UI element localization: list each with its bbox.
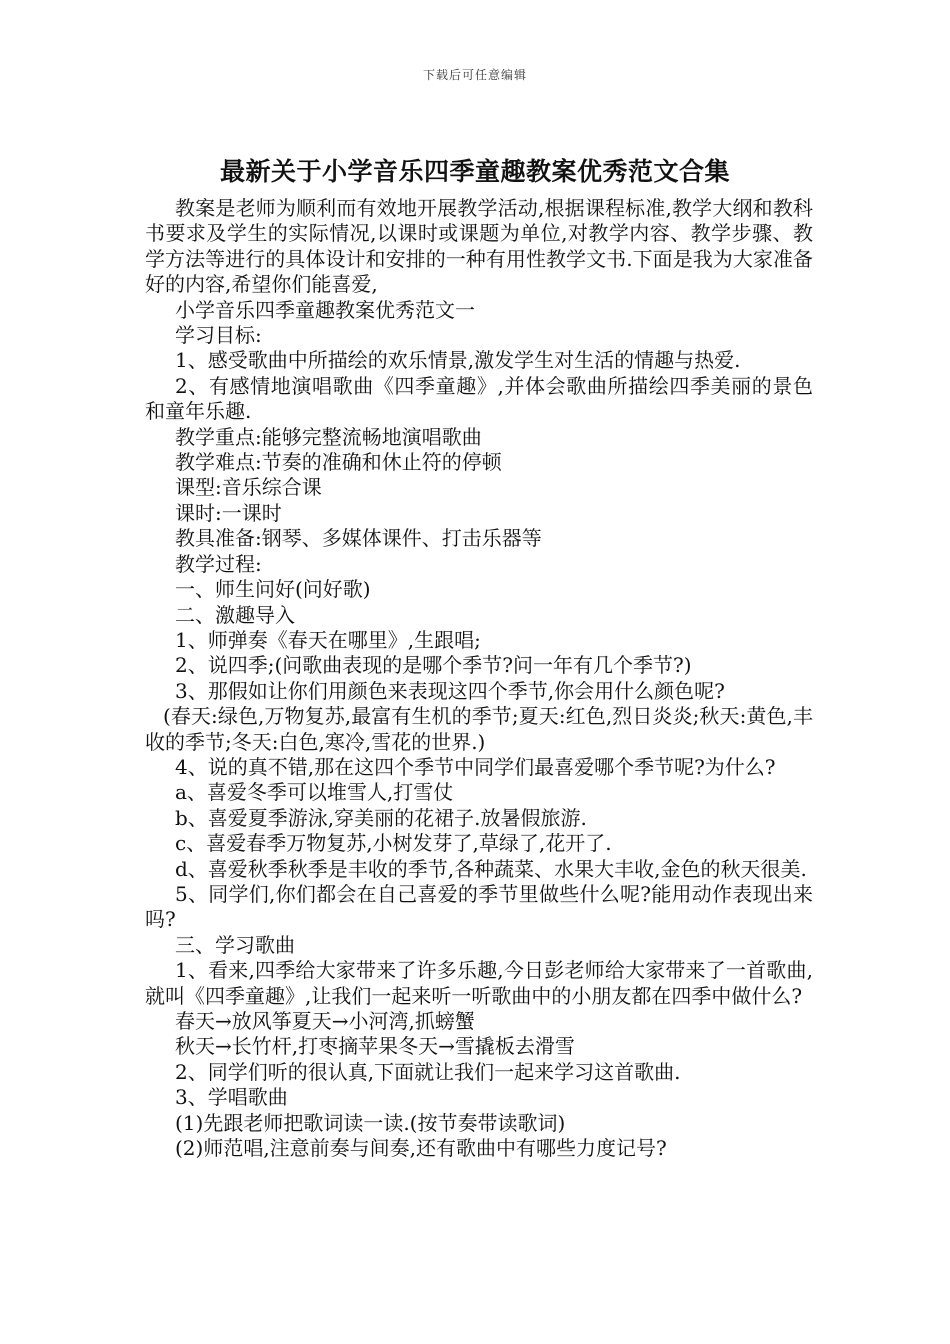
paragraph: 3、那假如让你们用颜色来表现这四个季节,你会用什么颜色呢? [175,678,725,703]
document-body [145,196,813,1161]
paragraph: 4、说的真不错,那在这四个季节中同学们最喜爱哪个季节呢?为什么? [175,754,776,779]
paragraph: 1、师弹奏《春天在哪里》,生跟唱; [175,627,481,652]
paragraph: (春天:绿色,万物复苏,最富有生机的季节;夏天:红色,烈日炎炎;秋天:黄色,丰收的季节;冬天:白色,寒冷,雪花的世界.) [145,704,813,754]
paragraph: a、喜爱冬季可以堆雪人,打雪仗 [175,780,454,805]
paragraph: 2、说四季;(问歌曲表现的是哪个季节?问一年有几个季节?) [175,653,692,678]
paragraph: d、喜爱秋季秋季是丰收的季节,各种蔬菜、水果大丰收,金色的秋天很美. [175,856,807,881]
paragraph: 2、有感情地演唱歌曲《四季童趣》,并体会歌曲所描绘四季美丽的景色和童年乐趣. [145,373,813,424]
paragraph: 教学重点:能够完整流畅地演唱歌曲 [175,424,482,449]
section-heading: 小学音乐四季童趣教案优秀范文一 [175,297,475,322]
paragraph: 课型:音乐综合课 [175,475,322,500]
paragraph: c、喜爱春季万物复苏,小树发芽了,草绿了,花开了. [175,831,612,856]
paragraph: 二、激趣导入 [175,602,295,627]
paragraph: 课时:一课时 [175,500,282,525]
paragraph: 3、学唱歌曲 [175,1085,288,1110]
paragraph: 2、同学们听的很认真,下面就让我们一起来学习这首歌曲. [175,1059,681,1084]
document-title: 最新关于小学音乐四季童趣教案优秀范文合集 [219,157,730,186]
paragraph: 1、感受歌曲中所描绘的欢乐情景,激发学生对生活的情趣与热爱. [175,348,741,373]
paragraph: (2)师范唱,注意前奏与间奏,还有歌曲中有哪些力度记号? [175,1136,667,1161]
page-header-note: 下载后可任意编辑 [422,68,527,82]
paragraph: 秋天→长竹杆,打枣摘苹果冬天→雪撬板去滑雪 [175,1034,575,1059]
paragraph: 1、看来,四季给大家带来了许多乐趣,今日彭老师给大家带来了一首歌曲,就叫《四季童趣》,让我们一起来听一听歌曲中的小朋友都在四季中做什么? [145,958,813,1008]
paragraph: 教学难点:节奏的准确和休止符的停顿 [175,450,502,475]
paragraph: (1)先跟老师把歌词读一读.(按节奏带读歌词) [175,1110,566,1135]
paragraph: 一、师生问好(问好歌) [175,577,371,602]
paragraph: 教具准备:钢琴、多媒体课件、打击乐器等 [175,526,542,551]
paragraph: 5、同学们,你们都会在自己喜爱的季节里做些什么呢?能用动作表现出来吗? [145,881,813,932]
intro-paragraph: 教案是老师为顺利而有效地开展教学活动,根据课程标准,教学大纲和教科书要求及学生的实际情况,以课时或课题为单位,对教学内容、教学步骤、教学方法等进行的具体设计和安排的一种有用性教学文书.下面是我为大家准备好的内容,希望你们能喜爱, [145,196,813,297]
paragraph: 学习目标: [175,323,262,348]
paragraph: 春天→放风筝夏天→小河湾,抓螃蟹 [175,1009,475,1033]
paragraph: 三、学习歌曲 [175,932,295,957]
paragraph: b、喜爱夏季游泳,穿美丽的花裙子.放暑假旅游. [175,805,587,830]
paragraph: 教学过程: [175,551,262,576]
